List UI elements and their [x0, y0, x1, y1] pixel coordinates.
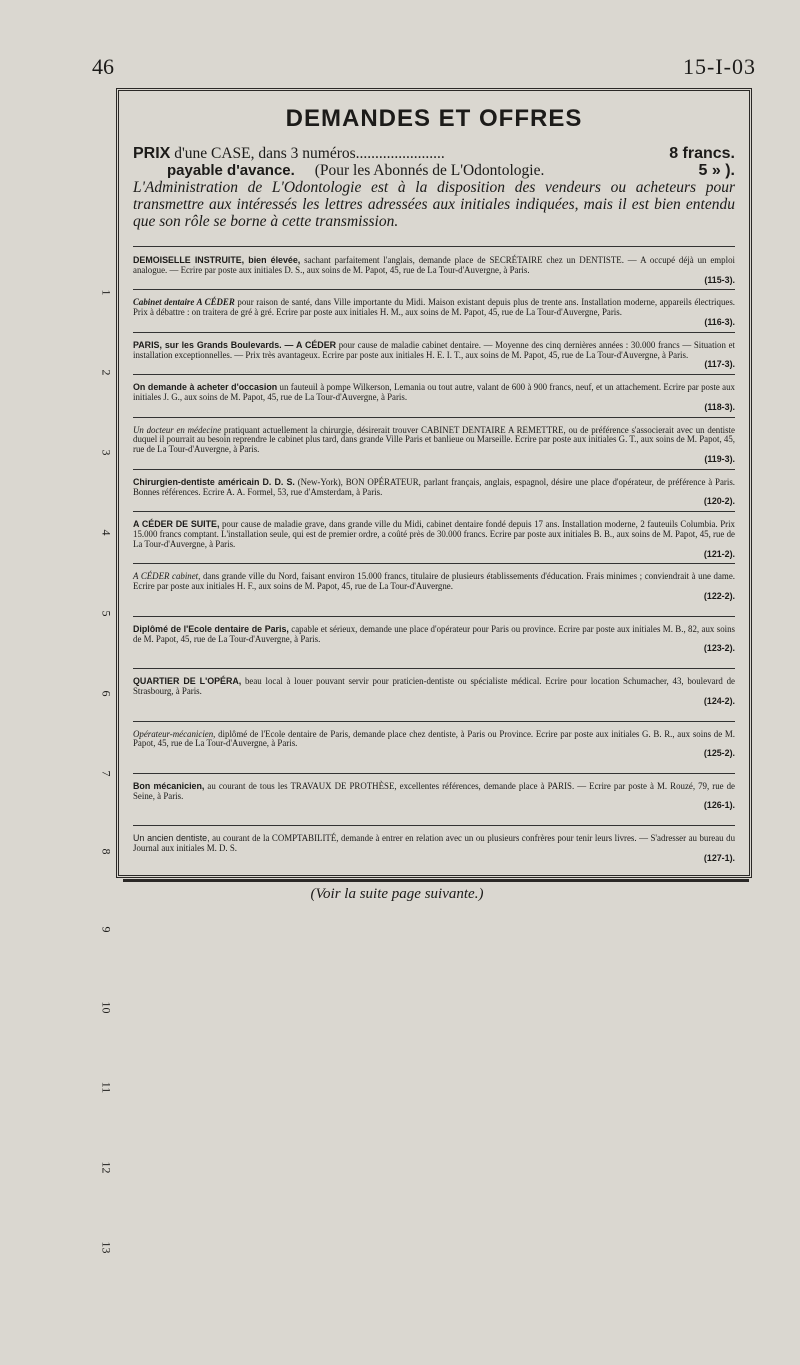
- ad-text: pratiquant actuellement la chirurgie, désirerait trouver CABINET DENTAIRE A REMETTRE, ou de préférence s'associerait avec un dentiste duquel il pourrait au besoin reprendre le cabinet plus tard, dans grande Ville Paris et banlieue ou Marseille. Ecrire par poste aux initiales G. T., aux soins de M. Papot, 45, rue de La Tour-d'Auvergne, à Paris.: [133, 424, 735, 455]
- ad-text: beau local à louer pouvant servir pour praticien-dentiste ou spécialiste médical. Ecrire pour location Schumacher, 43, boulevard de Strasbourg, à Paris.: [133, 676, 735, 696]
- ad-reference: (124-2).: [703, 695, 735, 706]
- margin-number: 13: [99, 1241, 114, 1254]
- ad-reference: (126-1).: [703, 800, 735, 811]
- margin-number: 7: [99, 770, 114, 777]
- ad-lead: Opérateur-mécanicien,: [133, 728, 216, 739]
- ad-reference: (115-3).: [704, 274, 735, 285]
- ad-reference: (121-2).: [703, 548, 735, 559]
- ads-content: [133, 105, 735, 869]
- price-line-1: [133, 145, 735, 162]
- price-subscriber-text: (Pour les Abonnés de L'Odontologie.: [314, 162, 545, 179]
- classified-ad: [133, 825, 735, 863]
- margin-number: 2: [99, 369, 114, 376]
- ad-text: au courant de la COMPTABILITÉ, demande à entrer en relation avec un ou plusieurs confrères pour tenir leurs livres. — S'adresser au bureau du Journal aux initiales M. D. S.: [133, 833, 736, 854]
- margin-number: 10: [99, 1001, 114, 1014]
- classified-ad: [133, 563, 735, 601]
- ad-text: pour raison de santé, dans Ville importante du Midi. Maison existant depuis plus de trente ans. Installation moderne, appareils électriques. Prix à débattre : on traitera de gré à gré. Ecrire par poste aux initiales H. M., aux soins de M. Papot, 45, rue de La Tour-d'Auvergne, Paris.: [133, 297, 735, 318]
- ad-lead: Cabinet dentaire A CÉDER: [133, 297, 235, 308]
- price-payable: payable d'avance.: [167, 162, 295, 179]
- price-amount: 8 francs.: [669, 145, 735, 162]
- classified-ad: [133, 374, 735, 412]
- ad-reference: (125-2).: [703, 748, 735, 759]
- ad-lead: QUARTIER DE L'OPÉRA,: [133, 676, 242, 687]
- classified-ad: [133, 289, 735, 327]
- margin-number: 12: [99, 1161, 114, 1174]
- ad-reference: (116-3).: [704, 316, 735, 327]
- ads-frame: [116, 88, 752, 878]
- classified-ad: [133, 773, 735, 811]
- ad-lead: DEMOISELLE INSTRUITE, bien élevée,: [133, 255, 301, 265]
- ad-text: (New-York), BON OPÉRATEUR, parlant français, anglais, espagnol, désire une place d'opérateur, de préférence à Paris. Bonnes références. Ecrire A. A. Formel, 53, rue d'Amsterdam, à Paris.: [133, 476, 735, 497]
- margin-number: 5: [99, 610, 114, 617]
- continued-note: (Voir la suite page suivante.): [310, 886, 484, 902]
- ad-reference: (127-1).: [703, 852, 735, 863]
- ad-lead: Un ancien dentiste,: [133, 833, 210, 844]
- price-label: PRIX: [133, 145, 171, 162]
- margin-number: 1: [99, 289, 114, 296]
- continued-footer: [0, 886, 800, 903]
- ad-text: pour cause de maladie cabinet dentaire. — Moyenne des cinq dernières années : 30.000 francs — Situation et installation exceptionnelles. — Prix très avantageux. Ecrire par poste aux initiales H. E. I. T., aux soins de M. Papot, 45, rue de La Tour-d'Auvergne, à Paris.: [133, 339, 735, 360]
- margin-number: 11: [99, 1081, 114, 1094]
- ad-text: au courant de tous les TRAVAUX DE PROTHÈSE, excellentes références, demande place à PARIS. — Ecrire par poste à M. Rouzé, 79, rue de Seine, à Paris.: [133, 780, 735, 801]
- ad-reference: (123-2).: [703, 643, 735, 654]
- classified-ad: [133, 469, 735, 507]
- ad-text: sachant parfaitement l'anglais, demande place de SECRÉTAIRE chez un DENTISTE. — A occupé déjà un emploi analogue. — Ecrire par poste aux initiales D. S., aux soins de M. Papot, 45, rue de La Tour-d'Auvergne, à Paris.: [133, 255, 735, 275]
- ad-text: capable et sérieux, demande une place d'opérateur pour Paris ou province. Ecrire par poste aux initiales M. B., 82, aux soins de M. Papot, 45, rue de La Tour-d'Auvergne, à Paris.: [133, 623, 735, 644]
- ad-text: pour cause de maladie grave, dans grande ville du Midi, cabinet dentaire fondé depuis 17 ans. Installation moderne, 2 fauteuils Columbia. Prix 15.000 francs comptant. L'installation seule, qui est de premier ordre, a coûté près de 30.000 francs. Ecrire par poste aux initiales B. B., aux soins de M. Papot, 45, rue de La Tour-d'Auvergne, à Paris.: [133, 519, 735, 549]
- page-number: 46: [92, 54, 114, 79]
- margin-number: 9: [99, 926, 114, 933]
- page-date: 15-I-03: [683, 54, 756, 79]
- margin-number: 4: [99, 529, 114, 536]
- classified-ad: [133, 511, 735, 559]
- classified-ad: [133, 417, 735, 465]
- classified-ad: [133, 668, 735, 706]
- ad-lead: Un docteur en médecine: [133, 424, 222, 435]
- ad-lead: PARIS, sur les Grands Boulevards. — A CÉDER: [133, 339, 337, 350]
- ad-lead: Diplômé de l'Ecole dentaire de Paris,: [133, 623, 289, 634]
- price-subscriber-amount: 5 » ).: [698, 162, 735, 179]
- ad-reference: (120-2).: [703, 496, 735, 507]
- margin-number: 8: [99, 848, 114, 855]
- ad-reference: (118-3).: [704, 401, 735, 412]
- ad-lead: On demande à acheter d'occasion: [133, 382, 278, 393]
- price-line-2: [133, 162, 735, 179]
- ad-lead: A CÉDER cabinet,: [133, 571, 201, 582]
- margin-number: 3: [99, 449, 114, 456]
- intro-notice: L'Administration de L'Odontologie est à la disposition des vendeurs ou acheteurs pour transmettre aux intéressés les lettres adressées aux initiales indiquées, mais il est bien entendu que son rôle se borne à cette transmission.: [133, 179, 735, 230]
- ad-lead: Bon mécanicien,: [133, 780, 205, 791]
- ad-reference: (119-3).: [704, 453, 735, 464]
- ad-text: diplômé de l'Ecole dentaire de Paris, demande place chez dentiste, à Paris ou Province. Ecrire par poste aux initiales G. B. R., aux soins de M. Papot, 45, rue de La Tour-d'Auvergne, à Paris.: [133, 728, 735, 749]
- section-title: DEMANDES ET OFFRES: [285, 105, 583, 132]
- price-text: d'une CASE, dans 3 numéros.......................: [170, 145, 445, 162]
- price-block: [133, 145, 735, 179]
- classified-ad: [133, 721, 735, 759]
- classified-ad: [133, 616, 735, 654]
- classified-ad: [133, 246, 735, 285]
- ad-lead: Chirurgien-dentiste américain D. D. S.: [133, 476, 295, 487]
- ad-reference: (122-2).: [703, 590, 735, 601]
- ad-reference: (117-3).: [704, 359, 735, 370]
- ad-text: dans grande ville du Nord, faisant environ 15.000 francs, titulaire de plusieurs établissements d'éducation. Frais minimes ; conviendrait à une dame. Ecrire par poste aux initiales H. F., aux soins de M. Papot, 45, rue de La Tour-d'Auvergne.: [133, 571, 735, 592]
- margin-number: 6: [99, 690, 114, 697]
- classified-ad: [133, 332, 735, 370]
- ad-lead: A CÉDER DE SUITE,: [133, 519, 220, 530]
- ad-text: un fauteuil à pompe Wilkerson, Lemania ou tout autre, valant de 600 à 900 francs, neuf, et un attachement. Ecrire par poste aux initiales J. G., aux soins de M. Papot, 45, rue de La Tour-d'Auvergne, à Paris.: [133, 382, 735, 402]
